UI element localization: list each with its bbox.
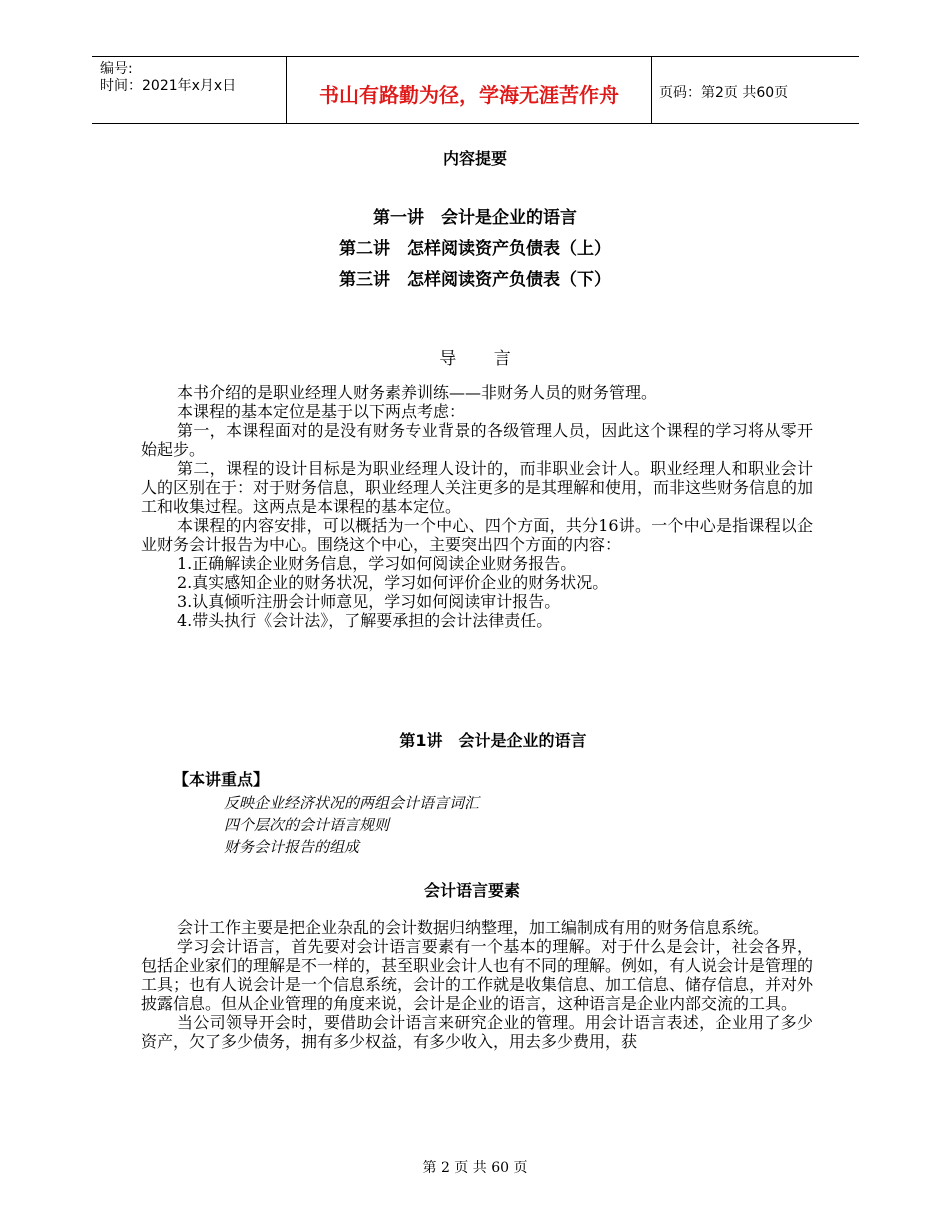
time-label: 时间：2021年x月x日: [100, 78, 237, 94]
page-footer: 第 2 页 共 60 页: [422, 1160, 528, 1176]
page-header: [92, 56, 859, 124]
intro-body: [141, 383, 813, 630]
intro-paragraph: 本书介绍的是职业经理人财务素养训练——非财务人员的财务管理。: [177, 383, 658, 402]
page-info: 页码：第2页 共60页: [659, 85, 789, 101]
summary-item-2: 第二讲 怎样阅读资产负债表（上）: [339, 239, 611, 259]
section-title: 会计语言要素: [423, 881, 520, 900]
intro-paragraph: 第一，本课程面对的是没有财务专业背景的各级管理人员，因此这个课程的学习将从零开始起步。: [141, 421, 813, 459]
intro-list-item: 3.认真倾听注册会计师意见，学习如何阅读审计报告。: [177, 592, 561, 611]
key-points-list: [224, 792, 479, 858]
key-point-item: 四个层次的会计语言规则: [224, 816, 390, 834]
lecture-paragraph: 学习会计语言，首先要对会计语言要素有一个基本的理解。对于什么是会计，社会各界，包括企业家们的理解是不一样的，甚至职业会计人也有不同的理解。例如，有人说会计是管理的工具；也有人说会计是一个信息系统，会计的工作就是收集信息、加工信息、储存信息，并对外披露信息。但从企业管理的角度来说，会计是企业的语言，这种语言是企业内部交流的工具。: [141, 937, 814, 1013]
header-left-cell: [92, 57, 286, 123]
header-right-cell: [651, 57, 859, 123]
motto-text: 书山有路勤为径，学海无涯苦作舟: [319, 83, 619, 107]
summary-item-1: 第一讲 会计是企业的语言: [373, 208, 577, 228]
lecture-paragraph: 会计工作主要是把企业杂乱的会计数据归纳整理，加工编制成有用的财务信息系统。: [177, 918, 770, 937]
intro-paragraph: 本课程的基本定位是基于以下两点考虑：: [177, 402, 466, 421]
key-point-item: 反映企业经济状况的两组会计语言词汇: [224, 794, 480, 812]
number-label: 编号:: [100, 61, 133, 77]
header-motto-cell: [286, 57, 652, 123]
key-points-heading: 【本讲重点】: [173, 770, 270, 789]
summary-title: 内容提要: [442, 149, 507, 168]
intro-paragraph: 本课程的内容安排，可以概括为一个中心、四个方面，共分16讲。一个中心是指课程以企业财务会计报告为中心。围绕这个中心，主要突出四个方面的内容：: [141, 516, 813, 554]
intro-list-item: 2.真实感知企业的财务状况，学习如何评价企业的财务状况。: [177, 573, 609, 592]
lecture-title: 第1讲 会计是企业的语言: [399, 731, 587, 750]
intro-list-item: 4.带头执行《会计法》，了解要承担的会计法律责任。: [177, 611, 553, 630]
lecture-body: [141, 918, 813, 1051]
intro-paragraph: 第二，课程的设计目标是为职业经理人设计的，而非职业会计人。职业经理人和职业会计人的区别在于：对于财务信息，职业经理人关注更多的是其理解和使用，而非这些财务信息的加工和收集过程。这两点是本课程的基本定位。: [141, 459, 814, 516]
key-point-item: 财务会计报告的组成: [224, 838, 360, 856]
summary-item-3: 第三讲 怎样阅读资产负债表（下）: [339, 270, 611, 290]
intro-list-item: 1.正确解读企业财务信息，学习如何阅读企业财务报告。: [177, 554, 577, 573]
lecture-paragraph: 当公司领导开会时，要借助会计语言来研究企业的管理。用会计语言表述，企业用了多少资产，欠了多少债务，拥有多少权益，有多少收入，用去多少费用，获: [141, 1013, 813, 1051]
intro-title: 导 言: [439, 349, 527, 369]
